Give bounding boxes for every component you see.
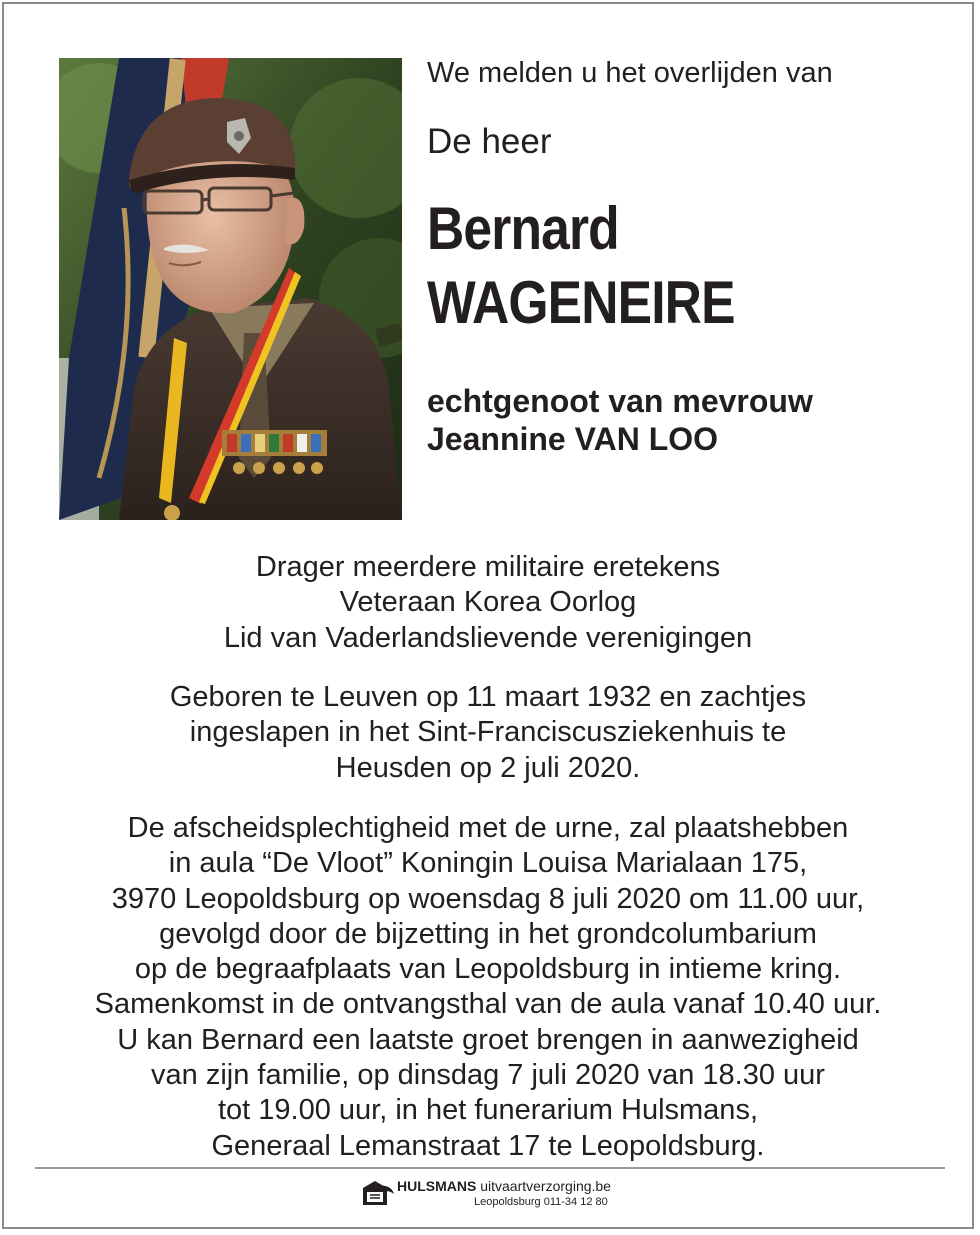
header-text-column — [427, 56, 947, 458]
footer-divider — [35, 1167, 945, 1169]
ceremony-line: van zijn familie, op dinsdag 7 juli 2020 van 18.30 uur — [151, 1059, 825, 1092]
birth-death-block — [40, 680, 936, 786]
ceremony-line: tot 19.00 uur, in het funerarium Hulsmans, — [217, 1094, 758, 1127]
birth-death-line: ingeslapen in het Sint-Franciscusziekenhuis te — [189, 716, 787, 749]
ceremony-line: De afscheidsplechtigheid met de urne, zal plaatshebben — [127, 812, 849, 844]
honorific-title: De heer — [427, 122, 552, 161]
hulsmans-logo-icon — [361, 1178, 395, 1208]
portrait-photo — [59, 58, 402, 520]
spouse-line-2: Jeannine VAN LOO — [427, 421, 719, 457]
portrait-illustration — [59, 58, 402, 520]
footer-brand-line — [397, 1178, 611, 1194]
birth-death-line: Geboren te Leuven op 11 maart 1932 en zachtjes — [169, 681, 807, 713]
ceremony-line: U kan Bernard een laatste groet brengen in aanwezigheid — [117, 1023, 859, 1056]
ceremony-line: Generaal Lemanstraat 17 te Leopoldsburg. — [211, 1129, 765, 1162]
ceremony-line: gevolgd door de bijzetting in het grondcolumbarium — [159, 917, 817, 950]
spouse-line-1: echtgenoot van mevrouw — [427, 383, 813, 419]
ceremony-line: 3970 Leopoldsburg op woensdag 8 juli 2020 om 11.00 uur, — [111, 882, 865, 915]
ceremony-block — [40, 811, 936, 1164]
footer-brand: HULSMANS — [397, 1178, 477, 1194]
honors-line: Drager meerdere militaire eretekens — [255, 551, 721, 583]
honors-block — [40, 550, 936, 656]
intro-text: We melden u het overlijden van — [427, 57, 833, 89]
footer-address: Leopoldsburg 011-34 12 80 — [474, 1196, 608, 1208]
ceremony-line: Samenkomst in de ontvangsthal van de aula vanaf 10.40 uur. — [94, 988, 882, 1021]
honors-line: Veteraan Korea Oorlog — [339, 586, 637, 619]
honors-line: Lid van Vaderlandslievende verenigingen — [223, 621, 753, 654]
ceremony-line: in aula “De Vloot” Koningin Louisa Marialaan 175, — [168, 847, 808, 880]
deceased-first-name: Bernard — [427, 195, 619, 262]
ceremony-line: op de begraafplaats van Leopoldsburg in intieme kring. — [134, 953, 842, 986]
birth-death-line: Heusden op 2 juli 2020. — [335, 751, 641, 784]
spouse-info — [427, 382, 947, 458]
footer-website: uitvaartverzorging.be — [480, 1178, 611, 1194]
deceased-last-name: WAGENEIRE — [427, 269, 735, 336]
